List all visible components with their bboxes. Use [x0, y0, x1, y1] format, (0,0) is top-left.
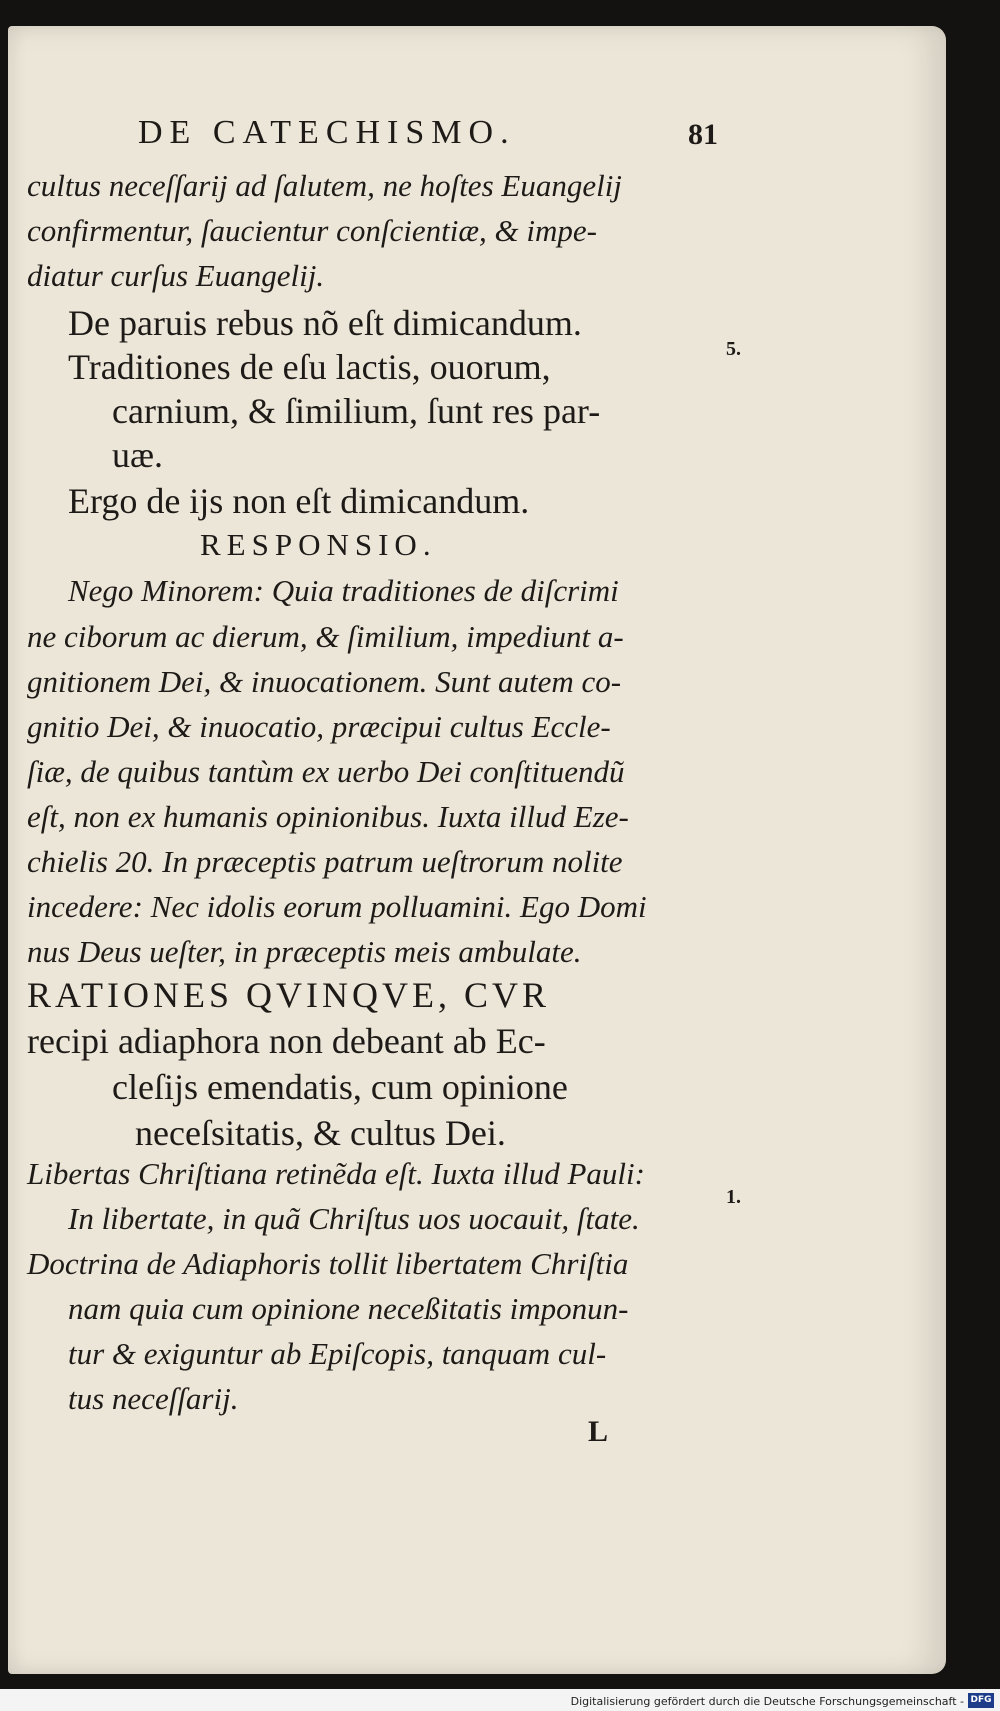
- text-line-12: gnitionem Dei, & inuocationem. Sunt autem co-: [27, 664, 622, 699]
- text-line-25: Doctrina de Adiaphoris tollit libertatem Chriſtia: [27, 1246, 629, 1281]
- heading-rationes: RATIONES QVINQVE, CVR: [27, 975, 550, 1015]
- signature-mark: L: [588, 1415, 609, 1448]
- syllogism-minor-1: Traditiones de eſu lactis, ouorum,: [68, 347, 551, 387]
- syllogism-major: De paruis rebus nõ eſt dimicandum.: [68, 303, 582, 343]
- syllogism-minor-3: uæ.: [112, 435, 164, 475]
- text-line-2: confirmentur, ſaucientur conſcientiæ, & impe-: [27, 213, 597, 248]
- section-heading-responsio: RESPONSIO.: [200, 527, 437, 562]
- heading-rationes-2: recipi adiaphora non debeant ab Ec-: [27, 1021, 546, 1061]
- text-line-18: nus Deus ueſter, in præceptis meis ambulate.: [27, 934, 582, 969]
- text-line-1: cultus neceſſarij ad ſalutem, ne hoſtes Euangelij: [27, 168, 622, 203]
- running-title: DE CATECHISMO.: [138, 114, 516, 151]
- text-line-26: nam quia cum opinione neceßitatis imponun-: [68, 1291, 629, 1326]
- text-line-24: In libertate, in quã Chriſtus uos uocauit, ſtate.: [68, 1201, 640, 1236]
- heading-rationes-3: cleſijs emendatis, cum opinione: [112, 1067, 568, 1107]
- text-line-17: incedere: Nec idolis eorum polluamini. Ego Domi: [27, 889, 647, 924]
- syllogism-conclusion: Ergo de ijs non eſt dimicandum.: [68, 481, 530, 521]
- text-line-27: tur & exiguntur ab Epiſcopis, tanquam cul-: [68, 1336, 607, 1371]
- text-line-14: ſiæ, de quibus tantùm ex uerbo Dei conſtituendũ: [27, 754, 625, 789]
- footer-bar: [0, 1689, 1000, 1711]
- margin-number-5: 5.: [726, 338, 741, 360]
- margin-number-1: 1.: [726, 1186, 741, 1208]
- syllogism-minor-2: carnium, & ſimilium, ſunt res par-: [112, 391, 601, 431]
- text-line-28: tus neceſſarij.: [68, 1381, 239, 1416]
- heading-rationes-4: neceſsitatis, & cultus Dei.: [135, 1113, 506, 1153]
- text-line-16: chielis 20. In præceptis patrum ueſtrorum nolite: [27, 844, 623, 879]
- text-line-11: ne ciborum ac dierum, & ſimilium, impediunt a-: [27, 619, 624, 654]
- text-line-3: diatur curſus Euangelij.: [27, 258, 325, 293]
- dfg-logo: DFG: [968, 1693, 994, 1708]
- text-line-23: Libertas Chriſtiana retinẽda eſt. Iuxta illud Pauli:: [27, 1156, 645, 1191]
- text-line-13: gnitio Dei, & inuocatio, præcipui cultus Eccle-: [27, 709, 611, 744]
- text-line-15: eſt, non ex humanis opinionibus. Iuxta illud Eze-: [27, 799, 629, 834]
- page-number: 81: [688, 118, 718, 151]
- text-line-10: Nego Minorem: Quia traditiones de diſcrimi: [68, 573, 619, 608]
- funding-credit: Digitalisierung gefördert durch die Deutsche Forschungsgemeinschaft -: [570, 1695, 964, 1708]
